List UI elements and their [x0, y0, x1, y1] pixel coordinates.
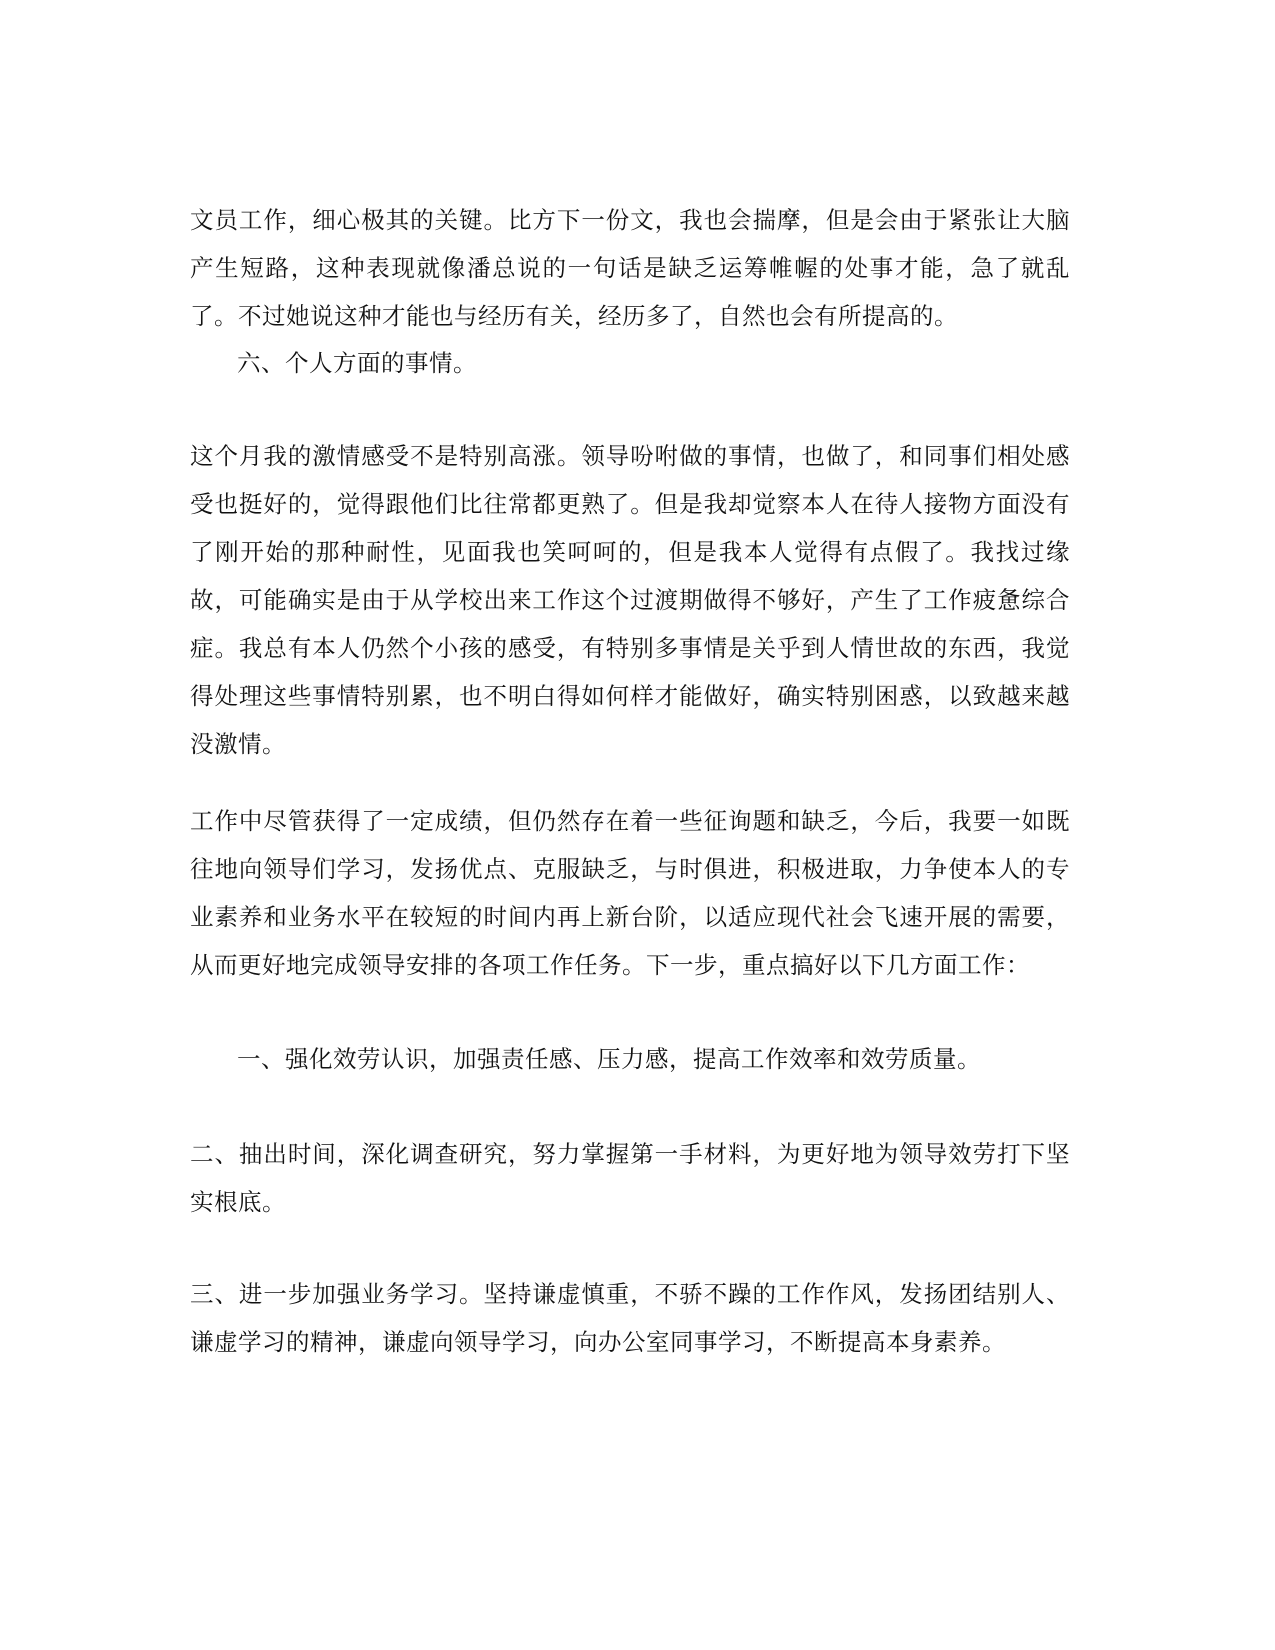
- paragraph-clerk-work: 文员工作，细心极其的关键。比方下一份文，我也会揣摩，但是会由于紧张让大脑产生短路，这种表现就像潘总说的一句话是缺乏运筹帷幄的处事才能，急了就乱了。不过她说这种才能也与经历有关，经历多了，自然也会有所提高的。: [190, 206, 1070, 330]
- list-item-three: 三、进一步加强业务学习。坚持谦虚慎重，不骄不躁的工作作风，发扬团结别人、谦虚学习的精神，谦虚向领导学习，向办公室同事学习，不断提高本身素养。: [190, 1280, 1070, 1356]
- paragraph-personal-feelings: 这个月我的激情感受不是特别高涨。领导吩咐做的事情，也做了，和同事们相处感受也挺好的，觉得跟他们比往常都更熟了。但是我却觉察本人在待人接物方面没有了刚开始的那种耐性，见面我也笑呵呵的，但是我本人觉得有点假了。我找过缘故，可能确实是由于从学校出来工作这个过渡期做得不够好，产生了工作疲惫综合症。我总有本人仍然个小孩的感受，有特别多事情是关乎到人情世故的东西，我觉得处理这些事情特别累，也不明白得如何样才能做好，确实特别困惑，以致越来越没激情。: [190, 442, 1070, 758]
- list-item-one: 一、强化效劳认识，加强责任感、压力感，提高工作效率和效劳质量。: [237, 1045, 981, 1073]
- section-heading-personal: 六、个人方面的事情。: [237, 349, 477, 377]
- paragraph-summary-next-steps: 工作中尽管获得了一定成绩，但仍然存在着一些征询题和缺乏，今后，我要一如既往地向领导们学习，发扬优点、克服缺乏，与时俱进，积极进取，力争使本人的专业素养和业务水平在较短的时间内再上新台阶，以适应现代社会飞速开展的需要，从而更好地完成领导安排的各项工作任务。下一步，重点搞好以下几方面工作：: [190, 807, 1070, 979]
- list-item-two: 二、抽出时间，深化调查研究，努力掌握第一手材料，为更好地为领导效劳打下坚实根底。: [190, 1140, 1070, 1216]
